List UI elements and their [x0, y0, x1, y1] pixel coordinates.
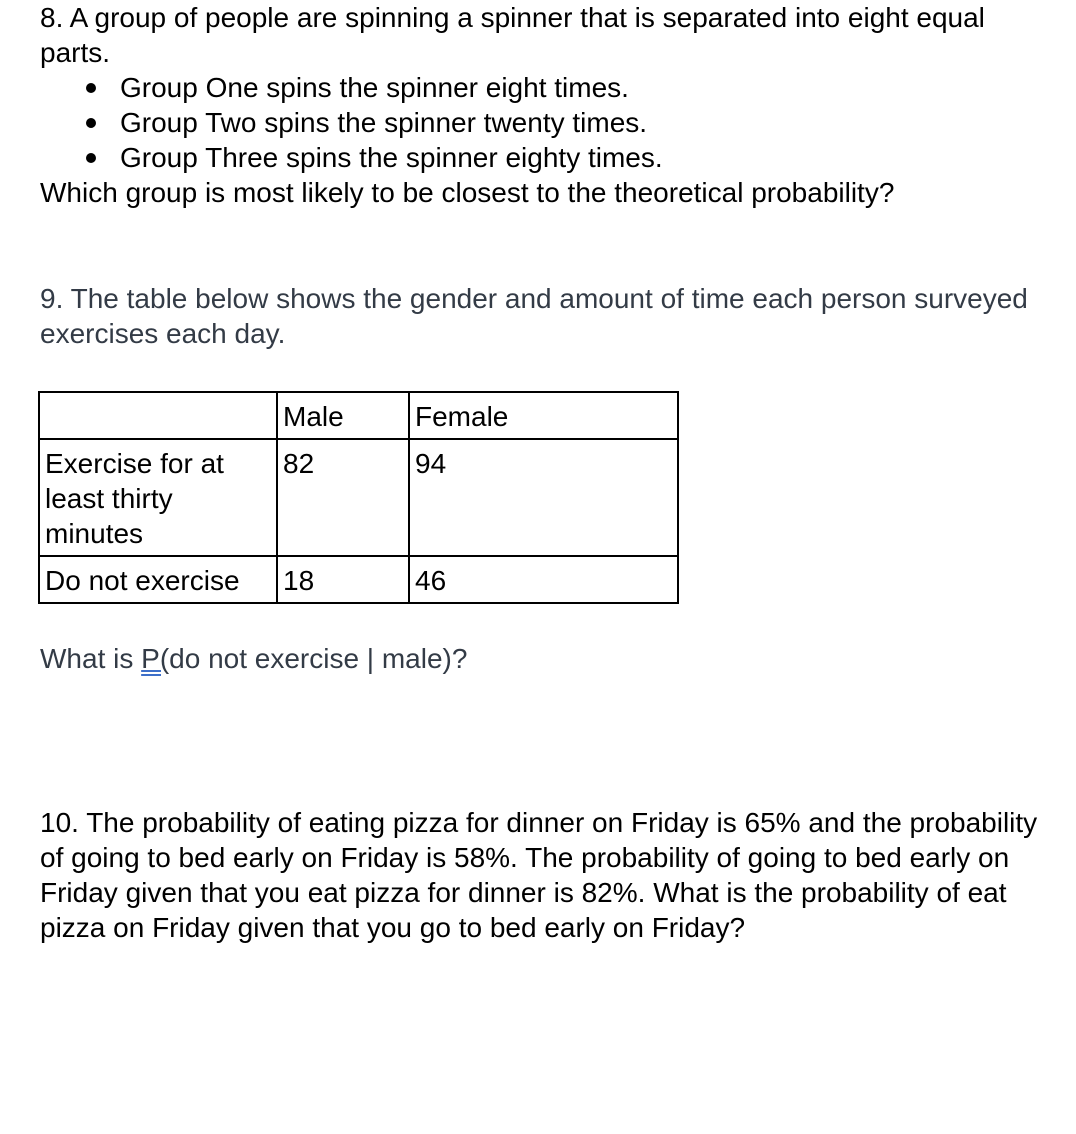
- question-9-rest: do not exercise | male)?: [169, 643, 468, 674]
- question-8-intro: 8. A group of people are spinning a spinner that is separated into eight equal parts.: [40, 2, 985, 68]
- table-cell: 18: [277, 556, 409, 603]
- table-header-cell: Female: [409, 392, 678, 439]
- table-header-row: [39, 392, 678, 439]
- table-header-cell: Male: [277, 392, 409, 439]
- list-item: Group Two spins the spinner twenty times.: [120, 105, 1050, 140]
- question-8: [40, 0, 1050, 210]
- question-9-intro: 9. The table below shows the gender and amount of time each person surveyed exercises each day.: [40, 283, 1028, 349]
- table-header-cell: [39, 392, 277, 439]
- list-item: Group Three spins the spinner eighty times.: [120, 140, 1050, 175]
- probability-notation: P(: [141, 643, 170, 674]
- question-9-question-text: [40, 641, 1040, 676]
- table-row: [39, 439, 678, 556]
- list-item: Group One spins the spinner eight times.: [120, 70, 1050, 105]
- exercise-table: [38, 391, 679, 604]
- question-9-question: [40, 641, 1040, 676]
- question-8-bullet-list: [40, 70, 1050, 175]
- question-10: [40, 805, 1040, 945]
- question-9: [40, 281, 1040, 351]
- table-row-label: Do not exercise: [39, 556, 277, 603]
- table-row-label: Exercise for at least thirty minutes: [39, 439, 277, 556]
- question-9-prefix: What is: [40, 643, 142, 674]
- table-cell: 82: [277, 439, 409, 556]
- question-8-question: Which group is most likely to be closest to the theoretical probability?: [40, 177, 895, 208]
- table-cell: 46: [409, 556, 678, 603]
- table-row: [39, 556, 678, 603]
- question-10-text: 10. The probability of eating pizza for dinner on Friday is 65% and the probability of going to bed early on Friday is 58%. The probability of going to bed early on Friday given that you eat pizza for dinner is 82%. What is the probability of eat pizza on Friday given that you go to bed early on Friday?: [40, 807, 1038, 943]
- table-cell: 94: [409, 439, 678, 556]
